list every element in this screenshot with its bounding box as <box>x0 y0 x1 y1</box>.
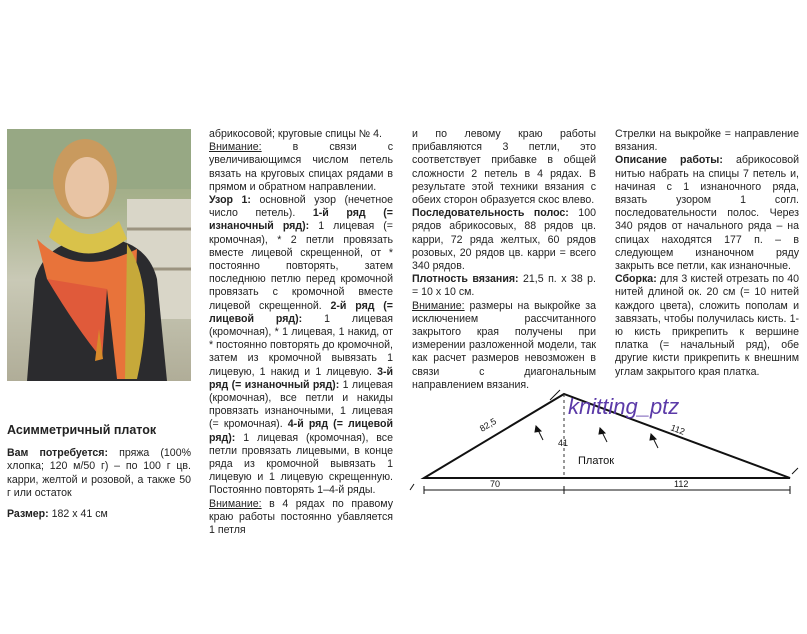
shawl-diagram <box>400 378 800 498</box>
column-3 <box>412 128 596 392</box>
column-1 <box>7 424 191 521</box>
arrow-head-icon <box>650 434 656 440</box>
arrow-head-icon <box>535 426 541 432</box>
shawl-photo <box>7 129 191 381</box>
photo-illustration <box>7 129 191 381</box>
height-dim: 41 <box>558 438 569 448</box>
arrows-note: Стрелки на выкройке = направление вязания. <box>615 128 799 154</box>
shawl-label: Платок <box>578 455 615 467</box>
attention-note-3: Внимание: размеры на выкройке за исключением рассчитанного закрытого края получены при измерении разложенной модели, так как расчет размеров невозможен в связи с диагональным направлением вязания. <box>412 299 596 391</box>
pattern-description: Узор 1: основной узор (нечетное число петель). 1-й ряд (= изнаночный ряд): 1 лицевая (= кромочная), * 2 петли провязать вместе лицевой скрещенной, от * постоянно повторять, затем последнюю петлю перед кромочной провязать с кромочной вместе лицевой скрещенной. 2-й ряд (= лицевой ряд): 1 лицевая (кромочная), * 1 лицевая, 1 накид, от * постоянно повторять до кромочной, затем из кромочной вывязать 1 лицевую, 1 накид и 1 лицевую. 3-й ряд (= изнаночный ряд): 1 лицевая (кромочная), все петли и накиды провязать изнаночными, 1 лицевая (= кромочная). 4-й ряд (= лицевой ряд): 1 лицевая (кромочная), все петли провязать лицевыми, в конце ряда из кромочной вывязать 1 лицевую и 1 лицевую скрещенную. Постоянно повторять 1–4-й ряды. <box>209 194 394 497</box>
work-description: Описание работы: абрикосовой нитью набрать на спицы 7 петель и, начиная с 1 изнаночного ряда, вязать узором 1 согл. последовательности полос. Через 340 рядов от начального ряда – на спицах находятся 177 п. – в следующем изнаночном ряду закрыть все петли, как изнаночные. <box>615 154 800 273</box>
column-4 <box>615 128 799 379</box>
assembly: Сборка: для 3 кистей отрезать по 40 нитей длиной ок. 20 см (= 10 нитей каждого цвета), сложить пополам и завязать, чтобы получилась кисть. 1-ю кисть прикрепить к вершине платка (= начальный ряд), обе другие кисти прикрепить к внешним углам закрытого края платка. <box>615 273 799 378</box>
shawl-title: Асимметричный платок <box>7 423 157 437</box>
attention-note-2: Внимание: в 4 рядах по правому краю работы постоянно убавляется 1 петля <box>209 497 393 537</box>
needles-text: абрикосовой; круговые спицы № 4. <box>209 128 382 140</box>
materials: Вам потребуется: пряжа (100% хлопка; 120 м/50 г) – по 100 г цв. карри, желтой и розовой, а также 50 г или остаток <box>7 447 192 499</box>
left-side-dim: 82,5 <box>477 416 499 434</box>
base-left-dim: 70 <box>490 479 501 489</box>
arrow-head-icon <box>599 428 605 434</box>
watermark: knitting_ptz <box>568 394 680 419</box>
right-side-dim: 112 <box>669 422 687 437</box>
stripe-sequence: Последовательность полос: 100 рядов абрикосовых, 88 рядов цв. карри, 72 ряда желтых, 60 рядов розовых, 20 рядов цв. карри = всего 340 рядов. <box>412 207 596 273</box>
gauge: Плотность вязания: 21,5 п. х 38 р. = 10 х 10 см. <box>412 273 596 299</box>
knitting-arrows <box>535 426 658 448</box>
attention-note-1: Внимание: в связи с увеличивающимся числом петель вязать на круговых спицах рядами в прямом и обратном направлении. <box>209 141 393 193</box>
corner-tick-right <box>792 468 798 474</box>
column-2 <box>209 128 393 537</box>
decrease-text: и по левому краю работы прибавляются 3 петли, это соответствует прибавке в общей сложности 2 петель в 4 рядах. В результате этой техники вязания с обеих сторон образуется скос влево. <box>412 128 596 207</box>
size: Размер: 182 х 41 см <box>7 508 108 521</box>
corner-tick-left <box>410 484 414 490</box>
base-right-dim: 112 <box>674 479 689 489</box>
